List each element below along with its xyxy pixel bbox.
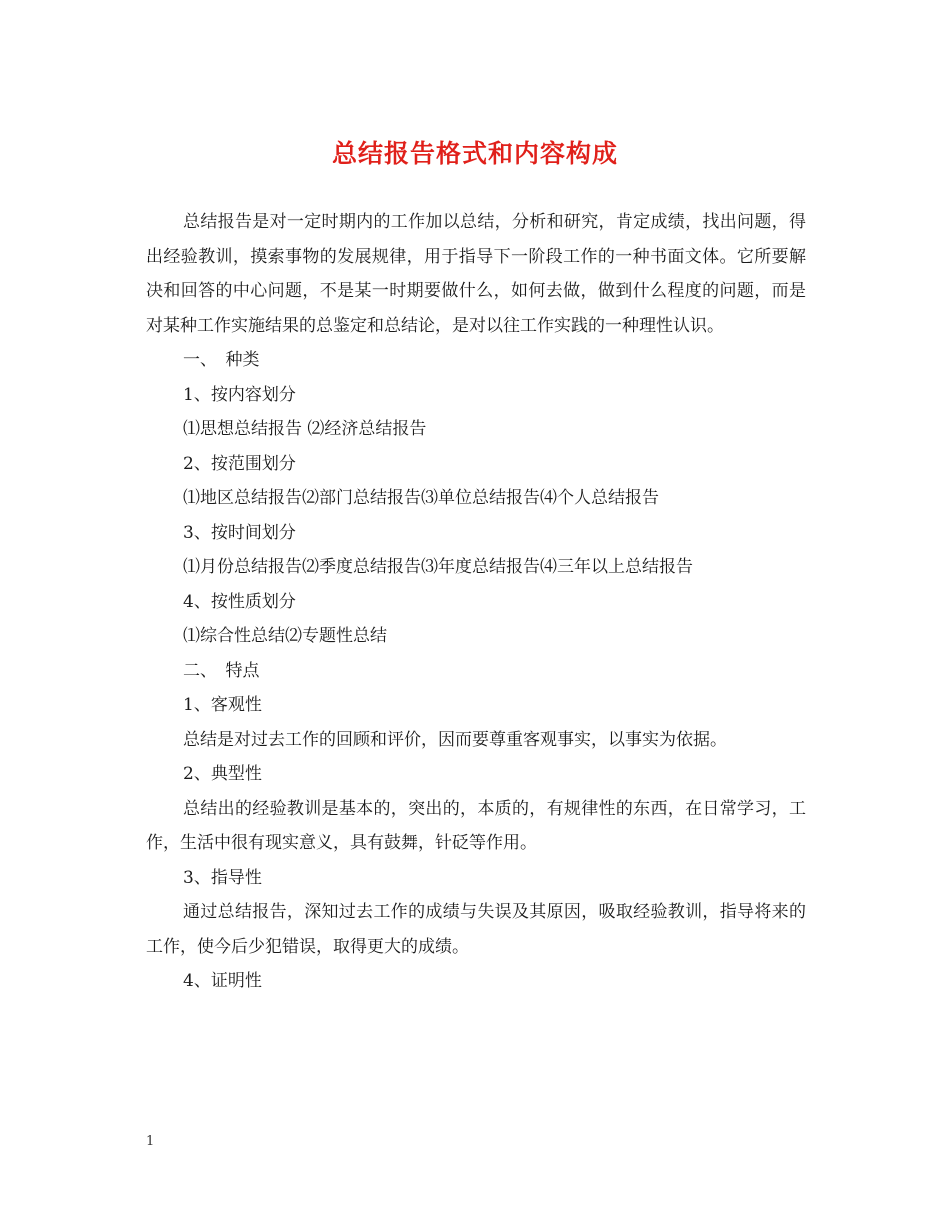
types-item-1-body: ⑴思想总结报告 ⑵经济总结报告 — [183, 419, 427, 439]
features-item-4-title: 4、证明性 — [183, 971, 262, 991]
document-title: 总结报告格式和内容构成 — [331, 139, 618, 168]
features-item-2-body: 总结出的经验教训是基本的，突出的，本质的，有规律性的东西，在日常学习，工作，生活中很有现实意义，具有鼓舞，针砭等作用。 — [146, 798, 806, 853]
types-item-3-title: 3、按时间划分 — [183, 522, 296, 543]
features-item-1-body: 总结是对过去工作的回顾和评价，因而要尊重客观事实，以事实为依据。 — [183, 729, 727, 750]
features-item-1-title: 1、客观性 — [183, 695, 262, 715]
features-item-3-title: 3、指导性 — [183, 867, 262, 888]
page-number: 1 — [146, 1134, 155, 1149]
document-body — [146, 205, 806, 999]
features-item-2-title: 2、典型性 — [183, 764, 262, 784]
intro-paragraph: 总结报告是对一定时期内的工作加以总结，分析和研究，肯定成绩，找出问题，得出经验教训，摸索事物的发展规律，用于指导下一阶段工作的一种书面文体。它所要解决和回答的中心问题，不是某一时期要做什么，如何去做，做到什么程度的问题，而是对某种工作实施结果的总鉴定和总结论，是对以往工作实践的一种理性认识。 — [146, 212, 806, 336]
types-item-4-body: ⑴综合性总结⑵专题性总结 — [183, 626, 387, 646]
section-heading-types: 一、 种类 — [183, 350, 260, 370]
types-item-3-body: ⑴月份总结报告⑵季度总结报告⑶年度总结报告⑷三年以上总结报告 — [183, 557, 693, 577]
types-item-2-body: ⑴地区总结报告⑵部门总结报告⑶单位总结报告⑷个人总结报告 — [183, 488, 659, 508]
section-heading-features: 二、 特点 — [183, 660, 260, 681]
types-item-2-title: 2、按范围划分 — [183, 453, 296, 474]
types-item-4-title: 4、按性质划分 — [183, 591, 296, 612]
features-item-3-body: 通过总结报告，深知过去工作的成绩与失误及其原因，吸取经验教训，指导将来的工作，使今后少犯错误，取得更大的成绩。 — [146, 902, 806, 957]
types-item-1-title: 1、按内容划分 — [183, 384, 296, 405]
